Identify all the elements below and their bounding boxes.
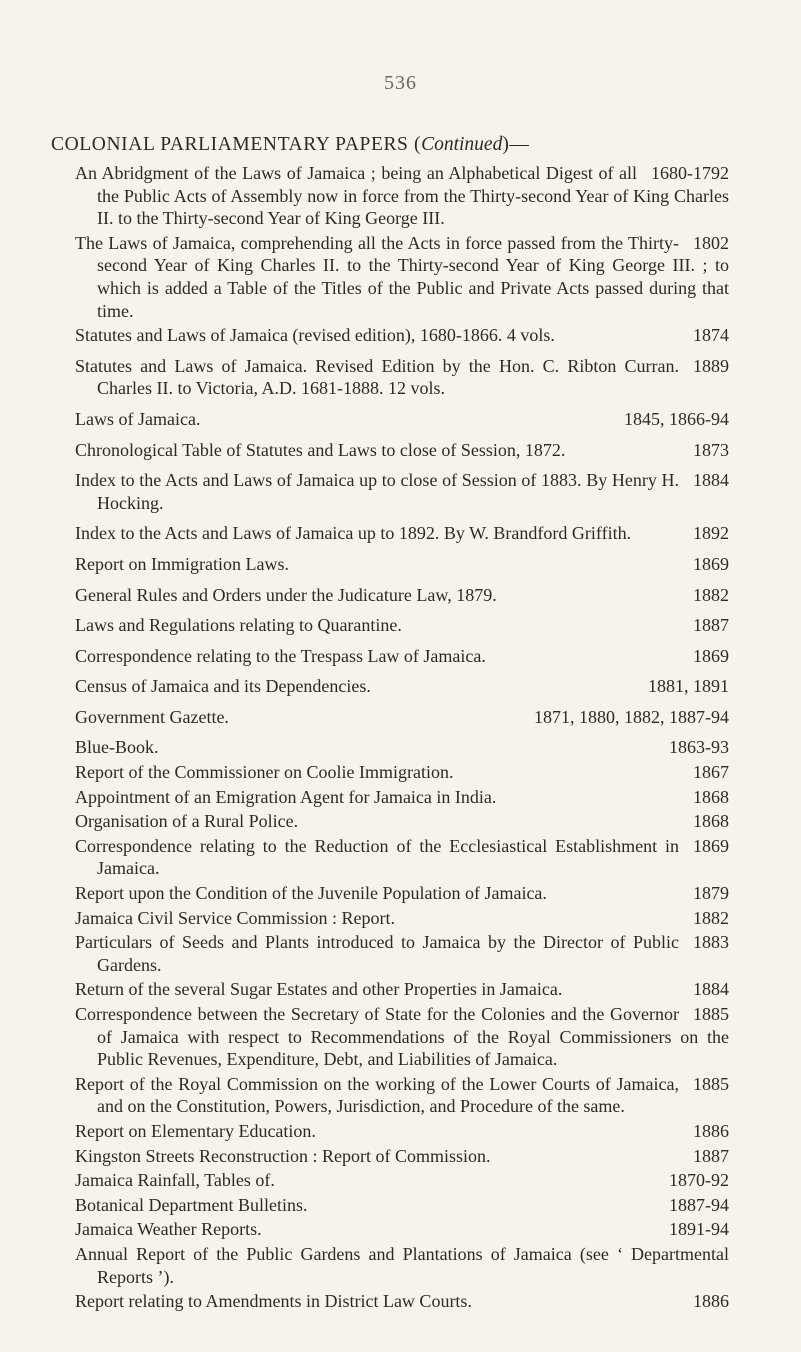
entry-title: General Rules and Orders under the Judicature Law, 1879.: [75, 584, 497, 605]
entry-date: 1887: [693, 615, 729, 636]
entry-date: 1869: [693, 553, 729, 574]
entry-title: Kingston Streets Reconstruction : Report of Commission.: [75, 1145, 491, 1166]
bibliography-entry: [75, 810, 729, 833]
entry-title: Report relating to Amendments in District Law Courts.: [75, 1291, 472, 1312]
entry-title: The Laws of Jamaica, comprehending all the Acts in force passed from the Thirty-second Year of King Charles II. to the Thirty-second Year of King George III. ; to which is added a Table of the Titles of the Public and Private Acts passed during that time.: [75, 232, 729, 321]
bibliography-entry: [75, 786, 729, 809]
entry-list: [75, 162, 729, 1315]
bibliography-entry: [75, 232, 729, 322]
entry-title: Census of Jamaica and its Dependencies.: [75, 676, 371, 697]
entry-title: Correspondence relating to the Trespass Law of Jamaica.: [75, 645, 486, 666]
entry-title: Index to the Acts and Laws of Jamaica up to close of Session of 1883. By Henry H. Hocking.: [75, 470, 679, 513]
entry-title: Statutes and Laws of Jamaica (revised edition), 1680-1866. 4 vols.: [75, 325, 555, 346]
entry-date: 1881, 1891: [648, 676, 729, 697]
entry-date: 1869: [693, 835, 729, 856]
bibliography-entry: [75, 1194, 729, 1217]
section-heading: [51, 134, 530, 156]
entry-date: 1882: [693, 584, 729, 605]
entry-date: 1885: [693, 1073, 729, 1094]
entry-date: 1885: [693, 1004, 729, 1024]
entry-title: Laws and Regulations relating to Quarantine.: [75, 615, 402, 636]
bibliography-entry: [75, 1169, 729, 1192]
entry-title: Return of the several Sugar Estates and other Properties in Jamaica.: [75, 979, 563, 1000]
bibliography-entry: [75, 408, 729, 431]
entry-title: Correspondence between the Secretary of State for the Colonies and the Governor of Jamaica with respect to Recommendations of the Royal Commissioners on the Public Revenues, Expenditure, Debt, and Liabilities of Jamaica.: [75, 1004, 729, 1070]
entry-title: Correspondence relating to the Reduction of the Ecclesiastical Establishment in Jamaica.: [75, 835, 679, 879]
bibliography-entry: [75, 1218, 729, 1241]
heading-main: COLONIAL PARLIAMENTARY PAPERS (: [51, 134, 422, 155]
bibliography-entry: [75, 522, 729, 545]
entry-title: Botanical Department Bulletins.: [75, 1194, 308, 1215]
entry-title: Report of the Commissioner on Coolie Immigration.: [75, 762, 454, 783]
entry-date: 1845, 1866-94: [624, 408, 729, 429]
bibliography-entry: [75, 761, 729, 784]
entry-date: 1874: [693, 325, 729, 346]
entry-date: 1870-92: [669, 1170, 729, 1191]
bibliography-entry: [75, 1243, 729, 1288]
bibliography-entry: [75, 882, 729, 905]
entry-date: 1883: [693, 932, 729, 953]
entry-date: 1891-94: [669, 1219, 729, 1240]
entry-date: 1879: [693, 883, 729, 904]
entry-title: Report upon the Condition of the Juvenile Population of Jamaica.: [75, 883, 547, 904]
bibliography-entry: [75, 706, 729, 729]
entry-date: 1892: [693, 523, 729, 544]
page-number: 536: [384, 72, 417, 94]
entry-title: Appointment of an Emigration Agent for Jamaica in India.: [75, 786, 497, 807]
bibliography-entry: [75, 553, 729, 576]
entry-title: Annual Report of the Public Gardens and Plantations of Jamaica (see ‘ Departmental Reports ’).: [75, 1243, 729, 1287]
bibliography-entry: [75, 162, 729, 230]
entry-date: 1886: [693, 1120, 729, 1141]
bibliography-entry: [75, 1120, 729, 1143]
bibliography-entry: [75, 1145, 729, 1168]
bibliography-entry: [75, 675, 729, 698]
bibliography-entry: [75, 978, 729, 1001]
entry-title: Report on Immigration Laws.: [75, 553, 289, 574]
bibliography-entry: [75, 1290, 729, 1313]
entry-title: Particulars of Seeds and Plants introduced to Jamaica by the Director of Public Gardens.: [75, 932, 679, 975]
entry-date: 1868: [693, 811, 729, 832]
entry-date: 1882: [693, 907, 729, 928]
entry-title: Jamaica Civil Service Commission : Report.: [75, 907, 395, 928]
entry-date: 1871, 1880, 1882, 1887-94: [534, 706, 729, 727]
bibliography-entry: [75, 614, 729, 637]
entry-title: Jamaica Rainfall, Tables of.: [75, 1170, 275, 1191]
entry-title: Index to the Acts and Laws of Jamaica up to 1892. By W. Brandford Griffith.: [75, 523, 632, 544]
entry-title: Government Gazette.: [75, 706, 229, 727]
bibliography-entry: [75, 736, 729, 759]
bibliography-entry: [75, 355, 729, 400]
entry-date: 1869: [693, 645, 729, 666]
entry-title: Blue-Book.: [75, 737, 159, 758]
bibliography-entry: [75, 324, 729, 347]
bibliography-entry: [75, 1073, 729, 1118]
entry-date: 1802: [693, 232, 729, 253]
entry-date: 1889: [693, 355, 729, 376]
entry-date: 1867: [693, 762, 729, 783]
entry-date: 1680-1792: [651, 163, 729, 183]
heading-tail: )—: [502, 134, 530, 155]
bibliography-entry: [75, 907, 729, 930]
entry-date: 1863-93: [669, 737, 729, 758]
bibliography-entry: [75, 931, 729, 976]
entry-date: 1886: [693, 1291, 729, 1312]
entry-title: Statutes and Laws of Jamaica. Revised Edition by the Hon. C. Ribton Curran. Charles II. to Victoria, A.D. 1681-1888. 12 vols.: [75, 355, 679, 399]
entry-date: 1884: [693, 979, 729, 1000]
entry-title: Laws of Jamaica.: [75, 408, 201, 429]
entry-date: 1873: [693, 439, 729, 460]
entry-title: Organisation of a Rural Police.: [75, 811, 299, 832]
heading-continued: Continued: [421, 134, 503, 155]
bibliography-entry: [75, 469, 729, 514]
bibliography-entry: [75, 645, 729, 668]
entry-date: 1884: [693, 470, 729, 491]
entry-date: 1887: [693, 1145, 729, 1166]
entry-title: Jamaica Weather Reports.: [75, 1219, 262, 1240]
bibliography-entry: [75, 835, 729, 880]
bibliography-entry: [75, 1003, 729, 1071]
entry-title: An Abridgment of the Laws of Jamaica ; being an Alphabetical Digest of all the Public Acts of Assembly now in force from the Thirty-second Year of King Charles II. to the Thirty-second Year of King George III.: [75, 163, 729, 229]
entry-title: Report on Elementary Education.: [75, 1120, 316, 1141]
entry-title: Report of the Royal Commission on the working of the Lower Courts of Jamaica, and on the Constitution, Powers, Jurisdiction, and Procedure of the same.: [75, 1073, 679, 1117]
entry-date: 1887-94: [669, 1194, 729, 1215]
bibliography-entry: [75, 584, 729, 607]
entry-title: Chronological Table of Statutes and Laws to close of Session, 1872.: [75, 439, 566, 460]
entry-date: 1868: [693, 786, 729, 807]
bibliography-entry: [75, 439, 729, 462]
